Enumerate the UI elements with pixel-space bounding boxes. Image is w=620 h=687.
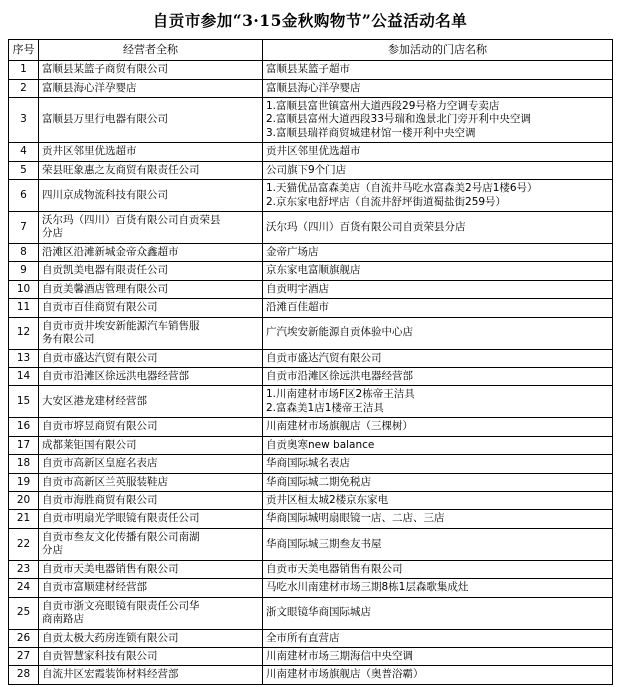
operator-name-line: 务有限公司	[42, 333, 95, 346]
store-name-cell	[263, 418, 613, 436]
store-name-line: 华商国际城二期免税店	[266, 475, 371, 488]
operator-name-line: 富顺县万里行电器有限公司	[42, 113, 168, 126]
operator-name-cell	[39, 349, 263, 367]
store-name-cell	[263, 143, 613, 161]
store-name-line: 1.富顺县富世镇富州大道西段29号格力空调专卖店	[266, 99, 500, 112]
operator-name-cell	[39, 436, 263, 454]
operator-name-line: 成都莱钜国有限公司	[42, 438, 137, 451]
operator-name-cell	[39, 579, 263, 597]
table-row	[9, 436, 613, 454]
row-index: 18	[9, 455, 39, 473]
row-index: 5	[9, 161, 39, 179]
store-name-line: 川南建材市场旗舰店（三棵树）	[266, 420, 413, 433]
table-header-row	[9, 40, 613, 61]
store-name-cell	[263, 349, 613, 367]
store-name-line: 川南建材市场旗舰店（奥普浴霸）	[266, 668, 424, 681]
store-name-line: 贡井区桓太城2楼京东家电	[266, 494, 389, 507]
operator-name-cell	[39, 647, 263, 665]
store-name-line: 3.富顺县瑞祥商贸城建材馆一楼开利中央空调	[266, 126, 476, 139]
operator-name-cell	[39, 317, 263, 349]
row-index: 12	[9, 317, 39, 349]
operator-name-cell	[39, 243, 263, 261]
participants-table	[8, 39, 613, 685]
operator-name-line: 自贡市沿滩区徐远洪电器经营部	[42, 369, 189, 382]
store-name-cell	[263, 97, 613, 142]
store-name-cell	[263, 61, 613, 79]
operator-name-cell	[39, 418, 263, 436]
store-name-cell	[263, 473, 613, 491]
table-row	[9, 579, 613, 597]
table-row	[9, 317, 613, 349]
store-name-line: 浙文眼镜华商国际城店	[266, 606, 371, 619]
store-name-cell	[263, 436, 613, 454]
operator-name-line: 自贡美馨酒店管理有限公司	[42, 282, 168, 295]
row-index: 13	[9, 349, 39, 367]
operator-name-cell	[39, 180, 263, 212]
operator-name-cell	[39, 473, 263, 491]
operator-name-line: 四川京成物流科技有限公司	[42, 188, 168, 201]
store-name-line: 华商国际城明扇眼镜一店、二店、三店	[266, 512, 445, 525]
row-index: 10	[9, 280, 39, 298]
operator-name-line: 富顺县海心洋孕婴店	[42, 81, 137, 94]
row-index: 21	[9, 510, 39, 528]
store-name-cell	[263, 597, 613, 629]
store-name-cell	[263, 492, 613, 510]
store-name-cell	[263, 528, 613, 560]
store-name-line: 华商国际城三期叁友书屋	[266, 537, 382, 550]
table-row	[9, 629, 613, 647]
operator-name-cell	[39, 79, 263, 97]
store-name-line: 金帝广场店	[266, 245, 319, 258]
operator-name-cell	[39, 666, 263, 684]
operator-name-cell	[39, 386, 263, 418]
table-row	[9, 367, 613, 385]
operator-name-cell	[39, 492, 263, 510]
table-row	[9, 510, 613, 528]
row-index: 25	[9, 597, 39, 629]
table-body	[9, 61, 613, 685]
store-name-cell	[263, 79, 613, 97]
page-title: 自贡市参加“3·15金秋购物节”公益活动名单	[152, 11, 468, 30]
operator-name-line: 自贡市浙文亮眼镜有限责任公司华	[42, 599, 200, 612]
table-row	[9, 143, 613, 161]
operator-name-line: 自贡市海胜商贸有限公司	[42, 494, 158, 507]
column-header-operator-name: 经营者全称	[39, 40, 263, 61]
table-row	[9, 473, 613, 491]
store-name-line: 沃尔玛（四川）百货有限公司自贡荣县分店	[266, 220, 466, 233]
operator-name-line: 自贡市天美电器销售有限公司	[42, 562, 179, 575]
store-name-line: 2.富森美1店1楼帝王洁具	[266, 401, 384, 414]
row-index: 9	[9, 262, 39, 280]
table-row	[9, 349, 613, 367]
store-name-line: 1.川南建材市场F区2栋帝王洁具	[266, 388, 415, 401]
operator-name-line: 自贡市垿昱商贸有限公司	[42, 420, 158, 433]
table-header	[9, 40, 613, 61]
row-index: 28	[9, 666, 39, 684]
operator-name-cell	[39, 455, 263, 473]
store-name-cell	[263, 629, 613, 647]
store-name-cell	[263, 262, 613, 280]
table-row	[9, 180, 613, 212]
store-name-line: 自贡市盛达汽贸有限公司	[266, 351, 382, 364]
operator-name-line: 自贡市高新区兰英服装鞋店	[42, 475, 168, 488]
store-name-line: 自贡市沿滩区徐远洪电器经营部	[266, 369, 413, 382]
operator-name-cell	[39, 143, 263, 161]
table-row	[9, 243, 613, 261]
store-name-line: 自贡市天美电器销售有限公司	[266, 562, 403, 575]
operator-name-line: 贡井区邻里优选超市	[42, 145, 137, 158]
table-row	[9, 492, 613, 510]
operator-name-cell	[39, 212, 263, 244]
row-index: 22	[9, 528, 39, 560]
operator-name-cell	[39, 560, 263, 578]
store-name-cell	[263, 317, 613, 349]
store-name-cell	[263, 560, 613, 578]
store-name-line: 自贡奥寒new balance	[266, 438, 375, 451]
row-index: 7	[9, 212, 39, 244]
table-row	[9, 418, 613, 436]
store-name-cell	[263, 510, 613, 528]
store-name-line: 广汽埃安新能源自贡体验中心店	[266, 326, 413, 339]
store-name-line: 川南建材市场三期海信中央空调	[266, 649, 413, 662]
table-row	[9, 262, 613, 280]
store-name-line: 富顺县某篮子超市	[266, 63, 350, 76]
row-index: 26	[9, 629, 39, 647]
table-row	[9, 560, 613, 578]
table-row	[9, 79, 613, 97]
row-index: 14	[9, 367, 39, 385]
operator-name-line: 自贡智慧家科技有限公司	[42, 649, 158, 662]
operator-name-cell	[39, 97, 263, 142]
table-row	[9, 61, 613, 79]
store-name-cell	[263, 666, 613, 684]
store-name-line: 华商国际城名表店	[266, 457, 350, 470]
operator-name-line: 沃尔玛（四川）百货有限公司自贡荣县	[42, 214, 221, 227]
store-name-cell	[263, 161, 613, 179]
column-header-index: 序号	[9, 40, 39, 61]
operator-name-cell	[39, 510, 263, 528]
store-name-cell	[263, 455, 613, 473]
store-name-line: 2.京东家电舒坪店（自流井舒坪街道蜀盐街259号）	[266, 195, 507, 208]
row-index: 15	[9, 386, 39, 418]
row-index: 27	[9, 647, 39, 665]
operator-name-line: 沿滩区沿滩新城金帝众鑫超市	[42, 245, 179, 258]
row-index: 24	[9, 579, 39, 597]
store-name-line: 京东家电富顺旗舰店	[266, 264, 361, 277]
table-row	[9, 386, 613, 418]
row-index: 11	[9, 299, 39, 317]
row-index: 4	[9, 143, 39, 161]
row-index: 6	[9, 180, 39, 212]
operator-name-cell	[39, 262, 263, 280]
operator-name-cell	[39, 161, 263, 179]
table-row	[9, 299, 613, 317]
operator-name-line: 自贡市高新区皇庭名表店	[42, 457, 158, 470]
table-row	[9, 455, 613, 473]
operator-name-line: 自贡市明扇光学眼镜有限责任公司	[42, 512, 200, 525]
store-name-line: 富顺县海心洋孕婴店	[266, 81, 361, 94]
table-row	[9, 212, 613, 244]
operator-name-cell	[39, 629, 263, 647]
table-row	[9, 666, 613, 684]
store-name-cell	[263, 386, 613, 418]
table-row	[9, 280, 613, 298]
row-index: 19	[9, 473, 39, 491]
operator-name-line: 自贡市百佳商贸有限公司	[42, 301, 158, 314]
operator-name-line: 自贡凯美电器有限责任公司	[42, 264, 168, 277]
store-name-line: 沿滩百佳超市	[266, 301, 329, 314]
table-row	[9, 647, 613, 665]
operator-name-cell	[39, 280, 263, 298]
row-index: 23	[9, 560, 39, 578]
store-name-cell	[263, 579, 613, 597]
operator-name-line: 分店	[42, 227, 63, 240]
store-name-cell	[263, 299, 613, 317]
store-name-cell	[263, 367, 613, 385]
operator-name-cell	[39, 528, 263, 560]
table-row	[9, 528, 613, 560]
table-row	[9, 161, 613, 179]
operator-name-cell	[39, 299, 263, 317]
row-index: 17	[9, 436, 39, 454]
store-name-line: 全市所有直营店	[266, 631, 340, 644]
store-name-cell	[263, 243, 613, 261]
store-name-cell	[263, 280, 613, 298]
operator-name-line: 自贡市贡井埃安新能源汽车销售服	[42, 319, 200, 332]
table-row	[9, 597, 613, 629]
operator-name-line: 自贡太极大药房连锁有限公司	[42, 631, 179, 644]
row-index: 3	[9, 97, 39, 142]
operator-name-line: 自贡市叁友文化传播有限公司南湖	[42, 530, 200, 543]
row-index: 16	[9, 418, 39, 436]
store-name-cell	[263, 647, 613, 665]
operator-name-line: 自流井区宏霞装饰材料经营部	[42, 668, 179, 681]
row-index: 2	[9, 79, 39, 97]
operator-name-line: 自贡市盛达汽贸有限公司	[42, 351, 158, 364]
store-name-cell	[263, 212, 613, 244]
operator-name-line: 富顺县某篮子商贸有限公司	[42, 63, 168, 76]
store-name-line: 2.富顺县富州大道西段33号瑞和逸景北门旁开利中央空调	[266, 113, 531, 126]
operator-name-line: 商南路店	[42, 613, 84, 626]
operator-name-cell	[39, 597, 263, 629]
table-row	[9, 97, 613, 142]
operator-name-line: 荣县旺象惠之友商贸有限责任公司	[42, 163, 200, 176]
operator-name-line: 分店	[42, 544, 63, 557]
row-index: 1	[9, 61, 39, 79]
operator-name-cell	[39, 367, 263, 385]
store-name-line: 贡井区邻里优选超市	[266, 145, 361, 158]
store-name-cell	[263, 180, 613, 212]
column-header-store-name: 参加活动的门店名称	[263, 40, 613, 61]
store-name-line: 自贡明宇酒店	[266, 282, 329, 295]
store-name-line: 1.天猫优品富森美店（自流井马吃水富森美2号店1楼6号）	[266, 182, 538, 195]
operator-name-line: 大安区港龙建材经营部	[42, 395, 147, 408]
operator-name-line: 自贡市富顺建材经营部	[42, 581, 147, 594]
store-name-line: 马吃水川南建材市场三期8栋1层森歌集成灶	[266, 581, 469, 594]
row-index: 8	[9, 243, 39, 261]
store-name-line: 公司旗下9个门店	[266, 163, 347, 176]
operator-name-cell	[39, 61, 263, 79]
row-index: 20	[9, 492, 39, 510]
